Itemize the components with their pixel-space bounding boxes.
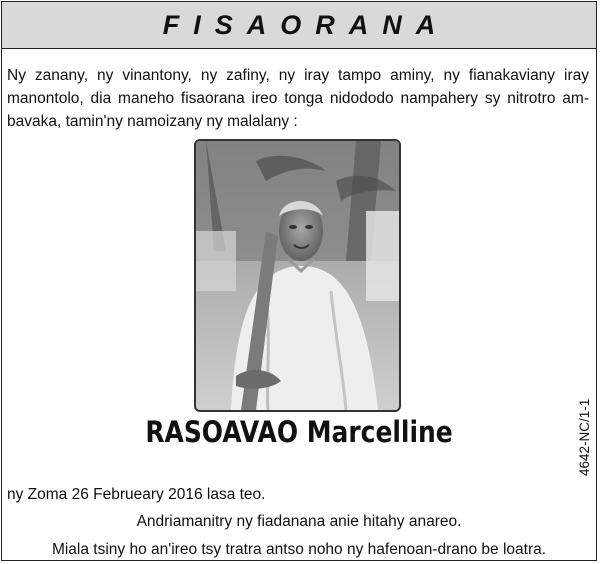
intro-paragraph: Ny zanany, ny vinantony, ny zafiny, ny iray tampo aminy, ny fianakaviany iray manontolo, dia maneho fisaorana ireo tonga nidododo nampahery sy nitrotro am-bavaka, tamin'ny namoizany ny malalany : [7,67,589,130]
reference-code: 4642-NC/1-1 [577,398,592,476]
notice-frame [1,1,597,561]
deceased-portrait-photo [194,139,401,412]
notice-header [2,2,596,49]
portrait-illustration [196,141,399,410]
date-of-passing: ny Zoma 26 Februeary 2016 lasa teo. [7,486,266,503]
notice-title: FISAORANA [162,10,450,40]
apology-line: Miala tsiny ho an'ireo tsy tratra antso noho ny hafenoan-drano be loatra. [51,541,547,558]
blessing-line: Andriamanitry ny fiadanana anie hitahy anareo. [136,513,462,530]
deceased-name: RASOAVAO Marcelline [145,415,453,449]
